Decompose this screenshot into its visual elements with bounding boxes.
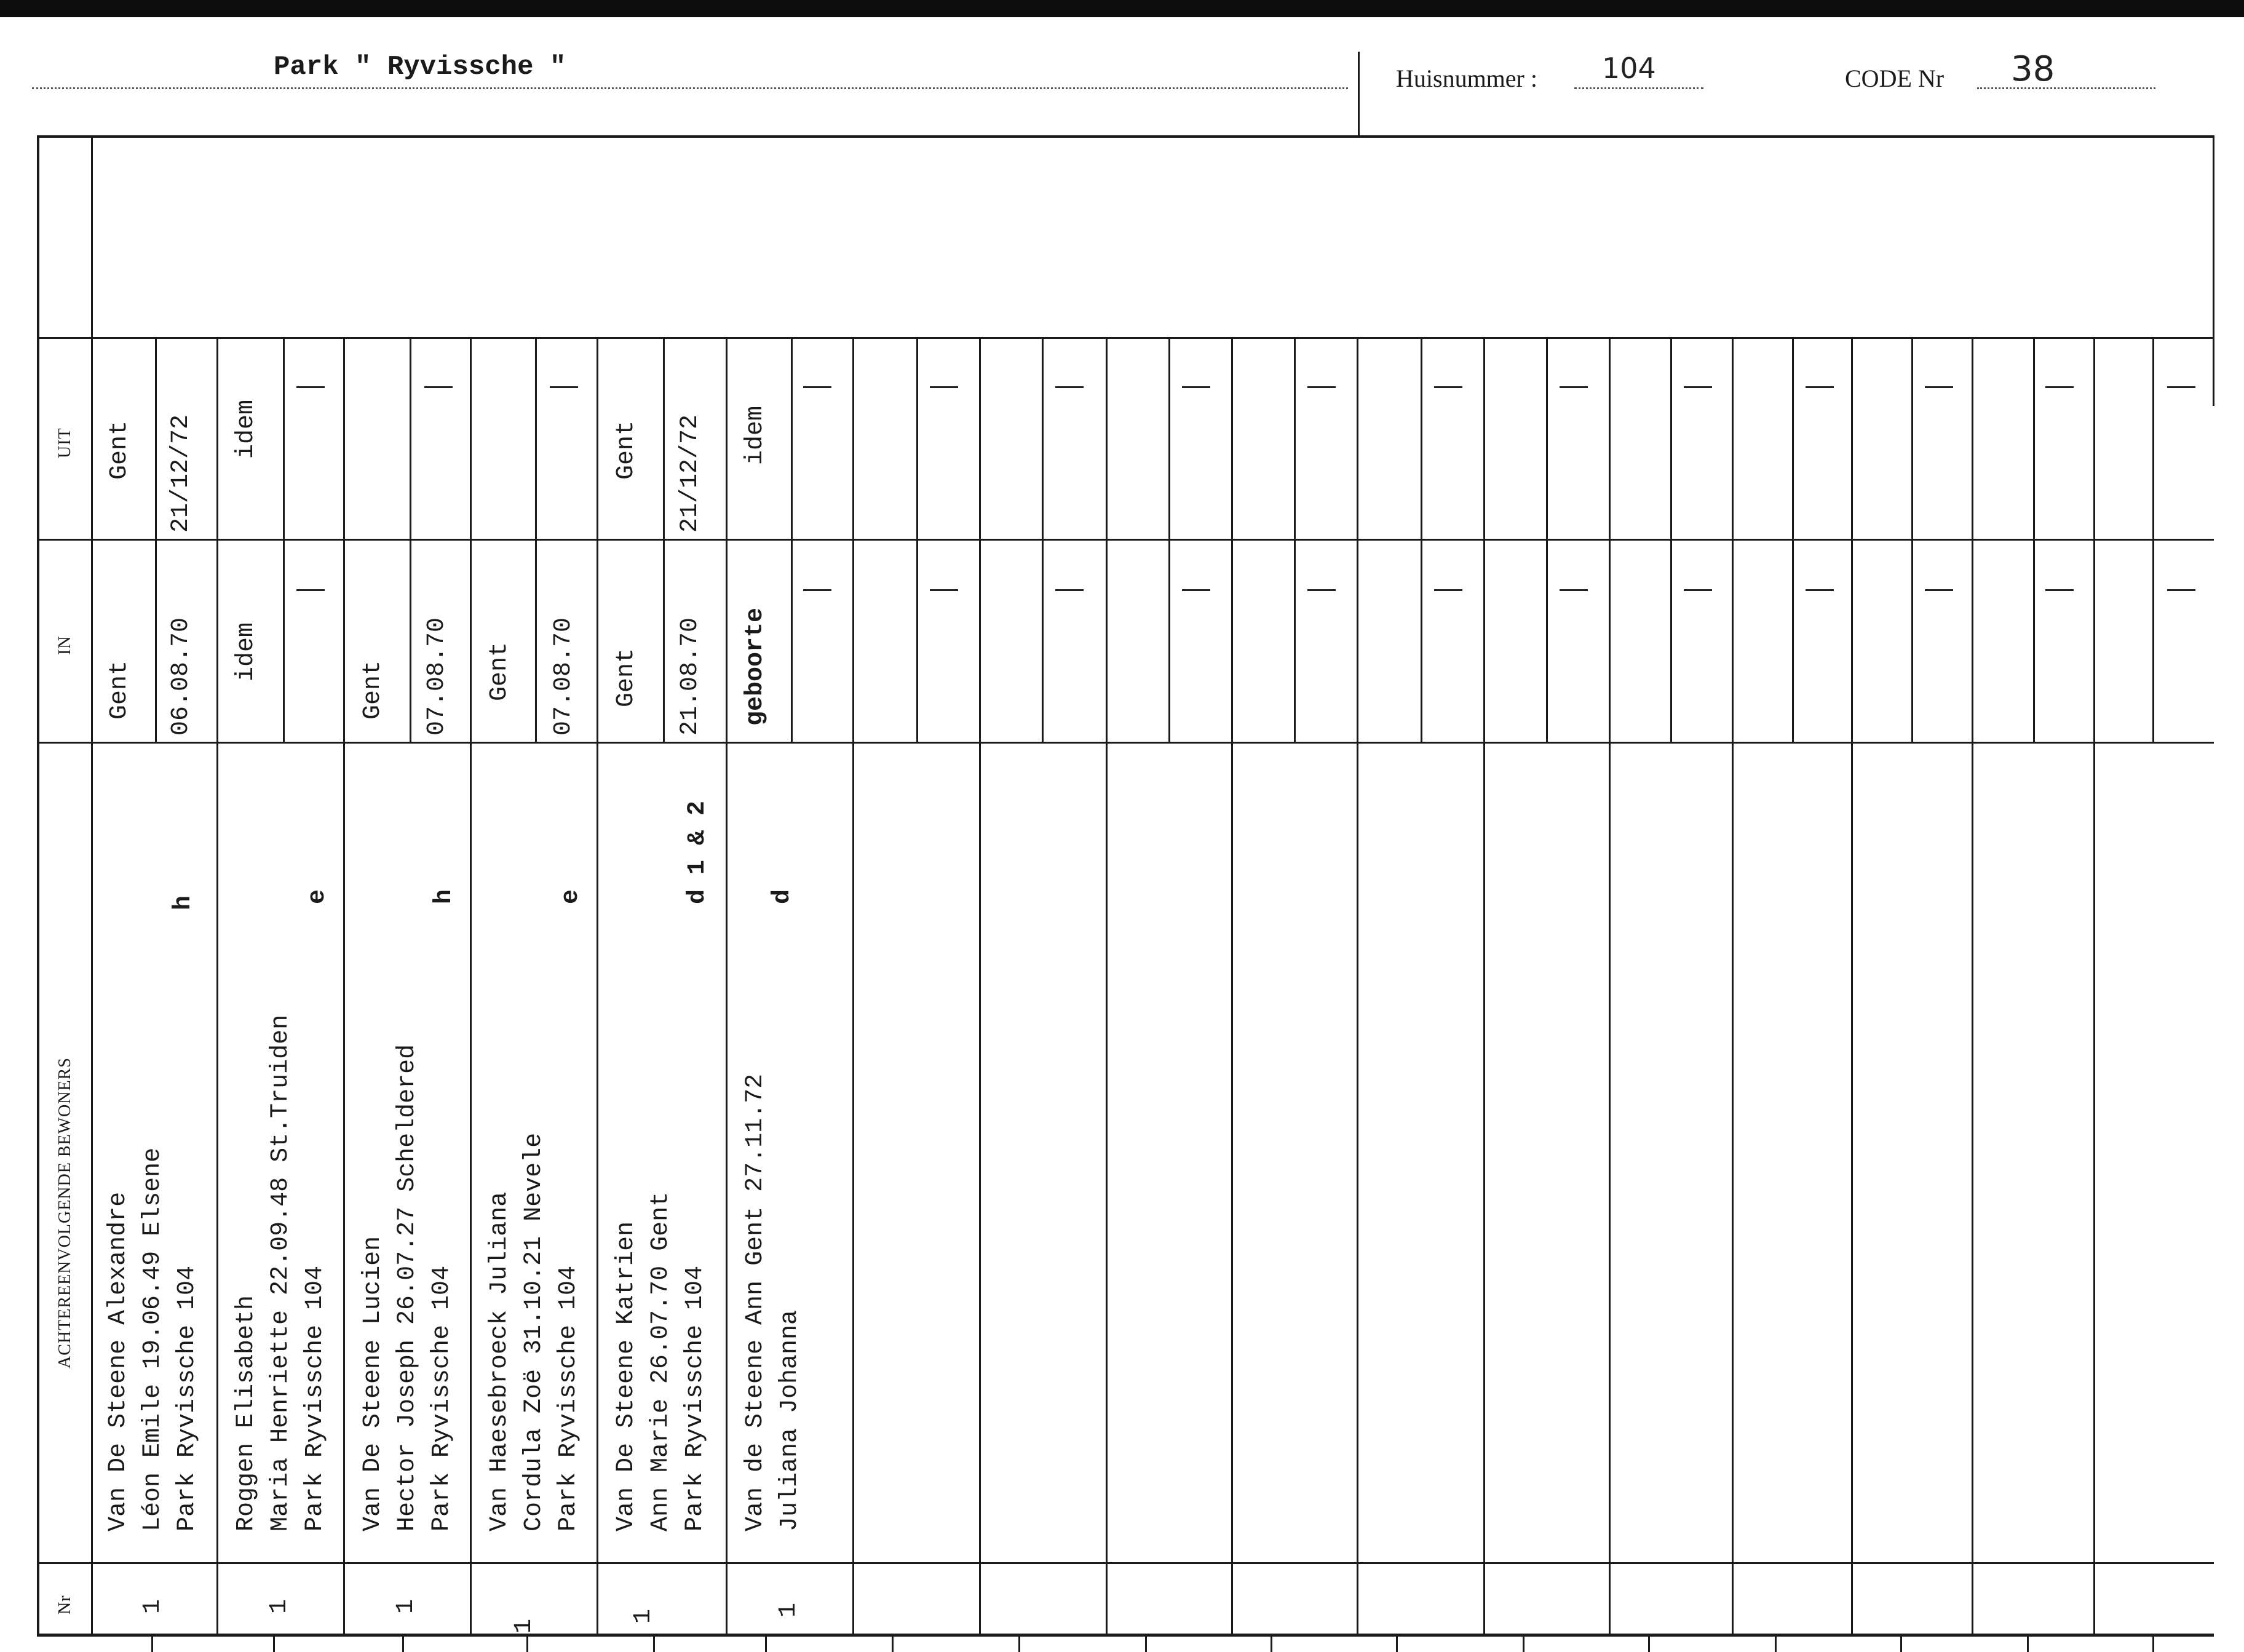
entry-6-nr: 1 <box>775 1602 803 1618</box>
blank-dash <box>1684 589 1712 591</box>
sub-divider <box>1042 337 1044 742</box>
entry-1-out-date: 21/12/72 <box>167 414 195 533</box>
bottom-tick <box>1271 1635 1272 1652</box>
sub-divider <box>1421 337 1422 742</box>
blank-dash <box>2045 589 2074 591</box>
entry-5-out-date: 21/12/72 <box>676 414 704 533</box>
entry-6-line-1: Van de Steene Ann Gent 27.11.72 <box>742 1073 769 1531</box>
bottom-tick <box>151 1635 153 1652</box>
bottom-tick <box>526 1635 528 1652</box>
entry-4-mark: e <box>557 889 585 904</box>
entry-2-in-place: idem <box>232 622 260 681</box>
entry-5-line-2: Ann Marie 26.07.70 Gent <box>647 1191 675 1531</box>
entry-6-mark: d <box>769 889 796 904</box>
bottom-tick <box>1396 1635 1398 1652</box>
blank-dash <box>930 589 958 591</box>
entry-4-line-1: Van Haesebroeck Juliana <box>486 1191 513 1531</box>
entry-5-in-date: 21.08.70 <box>676 617 704 736</box>
blank-dash <box>1182 386 1210 388</box>
entry-5-line-1: Van De Steene Katrien <box>613 1221 640 1531</box>
entry-6-line-2: Juliana Johanna <box>776 1309 804 1531</box>
bottom-tick <box>765 1635 767 1652</box>
bottom-tick <box>653 1635 655 1652</box>
entry-1-line-3: Park Ryvissche 104 <box>173 1265 201 1531</box>
huisnummer-value: 104 <box>1602 52 1656 85</box>
col-divider <box>216 337 218 1636</box>
entry-5-nr: 1 <box>630 1608 657 1624</box>
col-divider <box>726 337 728 1636</box>
blank-dash <box>1925 589 1953 591</box>
bewoners-nr-divider <box>37 1562 2214 1564</box>
entry-1-in-date: 06.08.70 <box>167 617 195 736</box>
col-divider <box>1106 337 1108 1636</box>
sub-divider <box>410 337 411 742</box>
code-label: CODE Nr <box>1845 65 1945 92</box>
sub-divider <box>916 337 918 742</box>
entry-2-line-2: Maria Henriette 22.09.48 St.Truiden <box>267 1014 295 1531</box>
entry-4-line-2: Cordula Zoë 31.10.21 Nevele <box>520 1132 548 1531</box>
sub-divider <box>1911 337 1913 742</box>
entry-2-nr: 1 <box>266 1598 293 1614</box>
huisnummer-label: Huisnummer : <box>1396 65 1537 92</box>
blank-dash <box>1806 386 1834 388</box>
col-divider <box>1609 337 1611 1636</box>
blank-dash <box>1684 386 1712 388</box>
blank-dash <box>2045 386 2074 388</box>
bottom-tick <box>2027 1635 2029 1652</box>
blank-dash <box>930 386 958 388</box>
entry-3-mark: h <box>430 889 458 904</box>
sub-divider <box>2152 337 2154 742</box>
entry-2-line-1: Roggen Elisabeth <box>232 1295 260 1531</box>
entry-3-nr: 1 <box>392 1598 420 1614</box>
blank-dash <box>296 386 325 388</box>
blank-dash <box>1055 589 1084 591</box>
entry-5-in-place: Gent <box>613 648 640 707</box>
entry-1-line-2: Léon Emile 19.06.49 Elsene <box>139 1147 167 1531</box>
park-name: Park " Ryvissche " <box>274 52 566 82</box>
entry-3-in-place: Gent <box>359 660 387 720</box>
blank-dash <box>296 589 325 591</box>
top-blank-divider <box>37 337 2214 339</box>
bottom-tick <box>1775 1635 1777 1652</box>
sub-divider <box>1546 337 1548 742</box>
bottom-tick <box>1145 1635 1147 1652</box>
label-column-divider <box>91 135 93 1636</box>
blank-dash <box>803 589 831 591</box>
entry-3-line-1: Van De Steene Lucien <box>359 1236 387 1531</box>
sub-divider <box>1168 337 1170 742</box>
entry-2-mark: e <box>304 889 331 904</box>
col-divider <box>1483 337 1485 1636</box>
sub-divider <box>1670 337 1672 742</box>
bewoners-header: ACHTEREENVOLGENDE BEWONERS <box>55 1057 74 1368</box>
in-header: IN <box>55 635 74 655</box>
entry-3-in-date: 07.08.70 <box>423 617 451 736</box>
entry-2-line-3: Park Ryvissche 104 <box>301 1265 329 1531</box>
code-value: 38 <box>2011 49 2055 89</box>
blank-dash <box>1560 589 1588 591</box>
entry-6-out-place: idem <box>742 405 769 465</box>
right-edge <box>2213 135 2214 406</box>
sub-divider <box>155 337 157 742</box>
entry-5-mark: d 1 & 2 <box>684 800 712 904</box>
bottom-tick <box>1523 1635 1524 1652</box>
code-underline <box>1977 87 2155 89</box>
bottom-line <box>37 1635 2214 1637</box>
col-divider <box>597 337 598 1636</box>
col-divider <box>1732 337 1734 1636</box>
entry-6-in-place: geboorte <box>742 607 769 726</box>
col-divider <box>979 337 981 1636</box>
entry-1-out-place: Gent <box>106 420 133 480</box>
col-divider <box>2093 337 2095 1636</box>
bottom-tick <box>273 1635 275 1652</box>
uit-in-divider <box>37 539 2214 541</box>
blank-dash <box>803 386 831 388</box>
entry-5-line-3: Park Ryvissche 104 <box>681 1265 709 1531</box>
col-divider <box>1231 337 1233 1636</box>
sub-divider <box>791 337 793 742</box>
col-divider <box>1972 337 1973 1636</box>
blank-dash <box>1434 386 1462 388</box>
top-border <box>0 0 2244 17</box>
sub-divider <box>1792 337 1794 742</box>
entry-2-out-place: idem <box>232 399 260 459</box>
blank-dash <box>1055 386 1084 388</box>
blank-dash <box>2167 386 2195 388</box>
bottom-tick <box>402 1635 404 1652</box>
bottom-tick <box>2152 1635 2154 1652</box>
entry-3-line-2: Hector Joseph 26.07.27 Scheldered <box>394 1044 421 1531</box>
col-divider <box>852 337 854 1636</box>
entry-3-line-3: Park Ryvissche 104 <box>428 1265 456 1531</box>
col-divider <box>1357 337 1358 1636</box>
entry-4-nr: 1 <box>510 1618 538 1634</box>
entry-1-in-place: Gent <box>106 660 133 720</box>
col-divider <box>1851 337 1853 1636</box>
header-divider <box>1358 52 1360 135</box>
park-name-underline <box>32 87 1348 89</box>
blank-dash <box>1307 386 1336 388</box>
bottom-tick <box>1648 1635 1650 1652</box>
entry-4-in-date: 07.08.70 <box>550 617 577 736</box>
sub-divider <box>1294 337 1296 742</box>
sub-divider <box>663 337 665 742</box>
sub-divider <box>2033 337 2035 742</box>
entry-1-mark: h <box>170 895 197 910</box>
sub-divider <box>535 337 537 742</box>
bottom-tick <box>1018 1635 1020 1652</box>
entry-4-in-place: Gent <box>486 641 513 701</box>
nr-header: Nr <box>55 1595 74 1614</box>
blank-dash <box>550 386 578 388</box>
blank-dash <box>1925 386 1953 388</box>
sub-divider <box>283 337 285 742</box>
blank-dash <box>424 386 453 388</box>
blank-dash <box>2167 589 2195 591</box>
blank-dash <box>1434 589 1462 591</box>
entry-5-out-place: Gent <box>613 420 640 480</box>
blank-dash <box>1307 589 1336 591</box>
uit-header: UIT <box>55 427 74 458</box>
entry-1-line-1: Van De Steene Alexandre <box>105 1191 132 1531</box>
in-bewoners-divider <box>37 742 2214 744</box>
bottom-tick <box>1900 1635 1902 1652</box>
huisnummer-underline <box>1574 87 1703 89</box>
blank-dash <box>1182 589 1210 591</box>
col-divider <box>343 337 345 1636</box>
col-divider <box>470 337 472 1636</box>
entry-4-line-3: Park Ryvissche 104 <box>555 1265 582 1531</box>
blank-dash <box>1560 386 1588 388</box>
entry-1-nr: 1 <box>139 1598 167 1614</box>
blank-dash <box>1806 589 1834 591</box>
bottom-tick <box>892 1635 894 1652</box>
